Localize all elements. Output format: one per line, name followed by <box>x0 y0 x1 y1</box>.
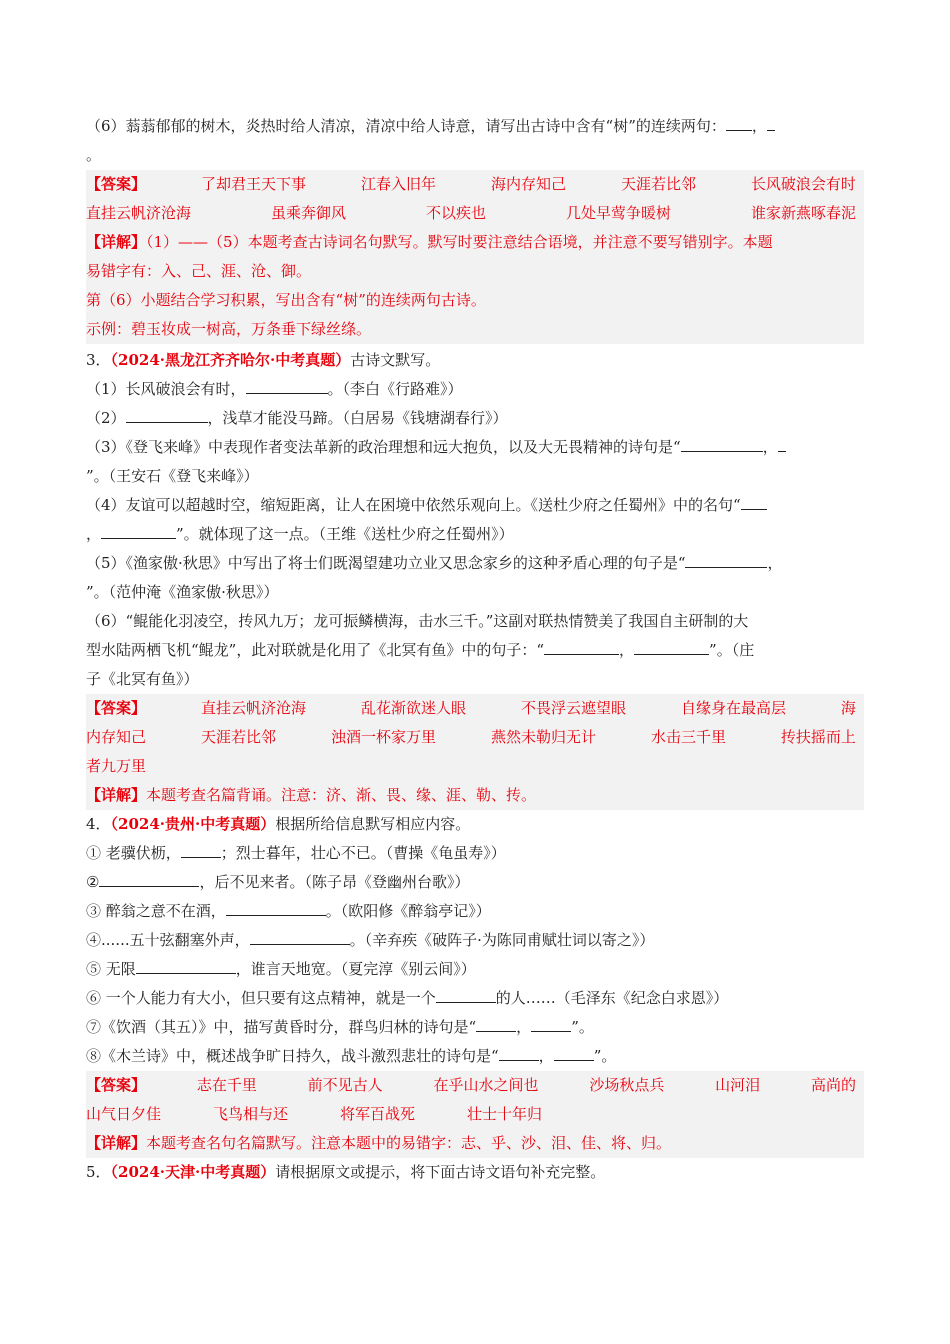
answer-blank <box>436 984 496 1003</box>
q2-detail: 【详解】（1）——（5）本题考查古诗词名句默写。默写时要注意结合语境，并注意不要写错别字。本题 <box>86 228 864 257</box>
question-source: （2024·黑龙江齐齐哈尔·中考真题） <box>110 351 351 369</box>
answer-item: 将军百战死 <box>340 1105 416 1123</box>
q3-item2: （2） ，浅草才能没马蹄。（白居易《钱塘湖春行》） <box>86 404 864 433</box>
detail-label: 【详解】 <box>86 233 147 251</box>
q3-heading: 3．（2024·黑龙江齐齐哈尔·中考真题）古诗文默写。 <box>86 351 441 369</box>
q2-detail: 示例：碧玉妆成一树高，万条垂下绿丝绦。 <box>86 315 864 344</box>
detail-label: 【详解】 <box>86 1134 147 1152</box>
q3-detail: 【详解】本题考查名篇背诵。注意：济、渐、畏、缘、涯、勒、抟。 <box>86 781 864 810</box>
q3-answer-row <box>86 723 864 752</box>
q3-item5-end: ”。（范仲淹《渔家傲·秋思》） <box>86 583 279 601</box>
answer-item: 浊酒一杯家万里 <box>330 728 436 746</box>
answer-blank <box>476 1013 516 1032</box>
q4-item5: ⑤ 无限 ，谁言天地宽。（夏完淳《别云间》） <box>86 955 864 984</box>
q2-answer-row <box>86 170 864 199</box>
q3-item1: （1）长风破浪会有时， 。（李白《行路难》） <box>86 375 864 404</box>
answer-item: 自缘身在最高层 <box>680 699 786 717</box>
question-source: （2024·天津·中考真题） <box>110 1163 276 1181</box>
answer-blank <box>554 1042 594 1061</box>
answer-item: 直挂云帆济沧海 <box>200 699 306 717</box>
answer-label: 【答案】 <box>86 699 147 717</box>
q3-answer-row <box>86 694 864 723</box>
q2-answer-row <box>86 199 864 228</box>
answer-blank <box>101 520 176 539</box>
answer-item: 长风破浪会有时 <box>750 175 856 193</box>
answer-item: 山河泪 <box>715 1076 761 1094</box>
q4-item6: ⑥ 一个人能力有大小，但只要有这点精神，就是一个 的人……（毛泽东《纪念白求恩》） <box>86 984 864 1013</box>
q4-heading: 4．（2024·贵州·中考真题）根据所给信息默写相应内容。 <box>86 815 471 833</box>
q3-item6: （6）“鲲能化羽凌空，抟风九万；龙可振鳞横海，击水三千。”这副对联热情赞美了我国自主研制的大 <box>86 612 749 630</box>
answer-item: 谁家新燕啄春泥 <box>750 204 856 222</box>
answer-item: 抟扶摇而上 <box>780 728 856 746</box>
answer-item: 了却君王天下事 <box>200 175 306 193</box>
q3-item5: （5）《渔家傲·秋思》中写出了将士们既渴望建功立业又思念家乡的这种矛盾心理的句子是“ ， <box>86 549 864 578</box>
answer-item: 不以疾也 <box>425 204 486 222</box>
q3-answer-row <box>86 752 864 781</box>
answer-item: 天涯若比邻 <box>200 728 276 746</box>
answer-blank <box>136 955 236 974</box>
answer-blank <box>681 433 763 452</box>
answer-blank <box>685 549 767 568</box>
answer-blank <box>778 433 786 452</box>
answer-item: 在乎山水之间也 <box>433 1076 539 1094</box>
answer-blank <box>499 1042 539 1061</box>
answer-item: 者九万里 <box>86 757 147 775</box>
answer-item: 内存知己 <box>86 728 147 746</box>
answer-blank <box>531 1013 571 1032</box>
q3-item6-cont: 型水陆两栖飞机“鲲龙”，此对联就是化用了《北冥有鱼》中的句子：“ ， ”。（庄 <box>86 636 864 665</box>
q3-item4: （4）友谊可以超越时空，缩短距离，让人在困境中依然乐观向上。《送杜少府之任蜀州》中的名句“ <box>86 491 864 520</box>
q4-item3: ③ 醉翁之意不在酒， 。（欧阳修《醉翁亭记》） <box>86 897 864 926</box>
q4-item8: ⑧《木兰诗》中，概述战争旷日持久，战斗激烈悲壮的诗句是“ ， ”。 <box>86 1042 864 1071</box>
answer-blank <box>99 868 199 887</box>
answer-item: 水击三千里 <box>650 728 726 746</box>
q3-item4-end: ， ”。就体现了这一点。（王维《送杜少府之任蜀州》） <box>86 520 864 549</box>
answer-item: 高尚的 <box>810 1076 856 1094</box>
answer-item: 壮士十年归 <box>467 1105 543 1123</box>
q4-answer-row <box>86 1071 864 1100</box>
answer-item: 几处早莺争暖树 <box>565 204 671 222</box>
q4-item1: ① 老骥伏枥， ；烈士暮年，壮心不已。（曹操《龟虽寿》） <box>86 839 864 868</box>
answer-item: 不畏浮云遮望眼 <box>520 699 626 717</box>
q4-item4: ④......五十弦翻塞外声， 。（辛弃疾《破阵子·为陈同甫赋壮词以寄之》） <box>86 926 864 955</box>
detail-label: 【详解】 <box>86 786 147 804</box>
q2-detail: 第（6）小题结合学习积累，写出含有“树”的连续两句古诗。 <box>86 286 864 315</box>
answer-item: 虽乘奔御风 <box>270 204 346 222</box>
q3-item6-end: 子《北冥有鱼》） <box>86 670 199 688</box>
q2-item6-end: 。 <box>86 146 102 164</box>
answer-blank <box>634 636 709 655</box>
answer-blank <box>741 491 767 510</box>
answer-item: 志在千里 <box>196 1076 257 1094</box>
answer-item: 前不见古人 <box>307 1076 383 1094</box>
answer-blank <box>246 375 328 394</box>
answer-item: 海内存知己 <box>490 175 566 193</box>
answer-item: 沙场秋点兵 <box>589 1076 665 1094</box>
q5-heading: 5．（2024·天津·中考真题）请根据原文或提示，将下面古诗文语句补充完整。 <box>86 1163 606 1181</box>
q4-detail: 【详解】本题考查名句名篇默写。注意本题中的易错字：志、乎、沙、泪、佳、将、归。 <box>86 1129 864 1158</box>
answer-blank <box>181 839 221 858</box>
q4-item7: ⑦《饮酒（其五）》中，描写黄昏时分，群鸟归林的诗句是“ ， ”。 <box>86 1013 864 1042</box>
answer-label: 【答案】 <box>86 1076 147 1094</box>
answer-item: 飞鸟相与还 <box>213 1105 289 1123</box>
answer-item: 山气日夕佳 <box>86 1105 162 1123</box>
answer-blank <box>726 112 752 131</box>
answer-blank <box>250 926 350 945</box>
q2-detail: 易错字有：入、己、涯、沧、御。 <box>86 257 864 286</box>
answer-blank <box>226 897 326 916</box>
q3-item3-end: ”。（王安石《登飞来峰》） <box>86 467 259 485</box>
answer-blank <box>126 404 208 423</box>
answer-item: 江春入旧年 <box>360 175 436 193</box>
q3-item3: （3）《登飞来峰》中表现作者变法革新的政治理想和远大抱负，以及大无畏精神的诗句是“ ， <box>86 433 864 462</box>
answer-item: 天涯若比邻 <box>620 175 696 193</box>
answer-item: 乱花渐欲迷人眼 <box>360 699 466 717</box>
answer-blank <box>544 636 619 655</box>
answer-item: 直挂云帆济沧海 <box>86 204 192 222</box>
answer-blank <box>767 112 775 131</box>
answer-item: 燕然未勒归无计 <box>490 728 596 746</box>
q2-item6: （6）蓊蓊郁郁的树木，炎热时给人清凉，清凉中给人诗意，请写出古诗中含有“树”的连续两句： ， <box>86 112 864 141</box>
q4-item2: ② ，后不见来者。（陈子昂《登幽州台歌》） <box>86 868 864 897</box>
q4-answer-row <box>86 1100 864 1129</box>
answer-label: 【答案】 <box>86 175 147 193</box>
answer-item: 海 <box>840 699 856 717</box>
question-source: （2024·贵州·中考真题） <box>110 815 276 833</box>
